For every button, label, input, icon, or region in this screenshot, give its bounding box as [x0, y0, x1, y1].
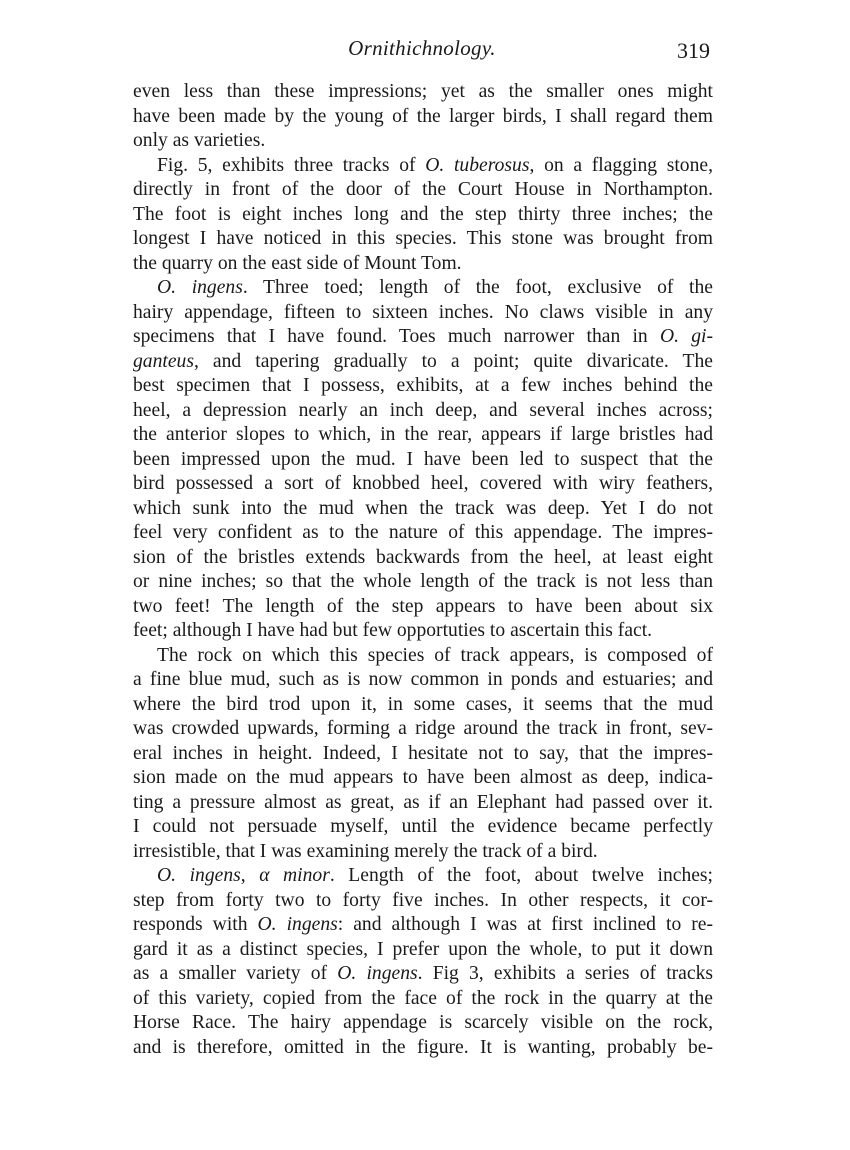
- text-line: Fig. 5, exhibits three tracks of O. tuberosus, on a flagging stone,: [157, 154, 713, 176]
- text-line: gard it as a distinct species, I prefer upon the whole, to put it down: [133, 938, 713, 960]
- text-line: a fine blue mud, such as is now common in ponds and estuaries; and: [133, 669, 713, 690]
- paragraph: [133, 154, 713, 277]
- text-line: heel, a depression nearly an inch deep, and several inches across;: [133, 399, 713, 421]
- text-line: feet; although I have had but few opportuties to ascertain this fact.: [133, 620, 653, 641]
- text-line: hairy appendage, fifteen to sixteen inches. No claws visible in any: [133, 301, 713, 323]
- text-line: bird possessed a sort of knobbed heel, covered with wiry feathers,: [133, 473, 713, 494]
- paragraph: [133, 80, 713, 154]
- text-line: of this variety, copied from the face of the rock in the quarry at the: [133, 987, 713, 1009]
- paragraph: [133, 644, 713, 865]
- paragraph: [133, 864, 713, 1060]
- paragraph: [133, 276, 713, 644]
- text-line: sion made on the mud appears to have been almost as deep, indica-: [133, 767, 713, 788]
- text-line: was crowded upwards, forming a ridge around the track in front, sev-: [133, 718, 713, 739]
- text-line: Horse Race. The hairy appendage is scarcely visible on the rock,: [133, 1012, 713, 1033]
- text-line: feel very confident as to the nature of this appendage. The impres-: [133, 522, 713, 543]
- text-line: as a smaller variety of O. ingens. Fig 3, exhibits a series of tracks: [133, 963, 713, 984]
- text-line: ting a pressure almost as great, as if an Elephant had passed over it.: [133, 791, 713, 813]
- text-line: best specimen that I possess, exhibits, at a few inches behind the: [133, 375, 713, 396]
- text-line: longest I have noticed in this species. This stone was brought from: [133, 228, 713, 249]
- text-line: have been made by the young of the larger birds, I shall regard them: [133, 105, 713, 127]
- text-line: which sunk into the mud when the track was deep. Yet I do not: [133, 497, 713, 519]
- text-line: only as varieties.: [133, 130, 266, 151]
- text-line: directly in front of the door of the Court House in Northampton.: [133, 179, 713, 200]
- text-line: ganteus, and tapering gradually to a point; quite divaricate. The: [133, 350, 713, 372]
- body-text: [133, 80, 713, 1060]
- text-line: eral inches in height. Indeed, I hesitate not to say, that the impres-: [133, 742, 713, 764]
- text-line: step from forty two to forty five inches. In other respects, it cor-: [133, 889, 713, 911]
- text-line: been impressed upon the mud. I have been led to suspect that the: [133, 448, 713, 470]
- text-line: sion of the bristles extends backwards from the heel, at least eight: [133, 546, 713, 568]
- text-line: The foot is eight inches long and the step thirty three inches; the: [133, 203, 713, 225]
- text-line: I could not persuade myself, until the evidence became perfectly: [133, 816, 713, 837]
- text-line: irresistible, that I was examining merely the track of a bird.: [133, 840, 598, 862]
- text-line: specimens that I have found. Toes much narrower than in O. gi-: [133, 326, 713, 347]
- text-line: two feet! The length of the step appears to have been about six: [133, 595, 713, 617]
- text-line: the quarry on the east side of Mount Tom.: [133, 252, 462, 274]
- text-line: or nine inches; so that the whole length of the track is not less than: [133, 571, 713, 592]
- page-header: [132, 36, 712, 72]
- text-line: The rock on which this species of track appears, is composed of: [157, 644, 713, 666]
- text-line: the anterior slopes to which, in the rear, appears if large bristles had: [133, 424, 713, 445]
- running-title: Ornithichnology.: [348, 36, 496, 60]
- page-number: 319: [677, 38, 710, 63]
- text-line: where the bird trod upon it, in some cases, it seems that the mud: [133, 693, 713, 715]
- text-line: even less than these impressions; yet as the smaller ones might: [133, 81, 713, 102]
- text-line: O. ingens. Three toed; length of the foot, exclusive of the: [157, 277, 713, 298]
- text-line: responds with O. ingens: and although I was at first inclined to re-: [133, 914, 713, 935]
- text-line: O. ingens, α minor. Length of the foot, about twelve inches;: [157, 865, 713, 886]
- text-line: and is therefore, omitted in the figure. It is wanting, probably be-: [133, 1036, 713, 1058]
